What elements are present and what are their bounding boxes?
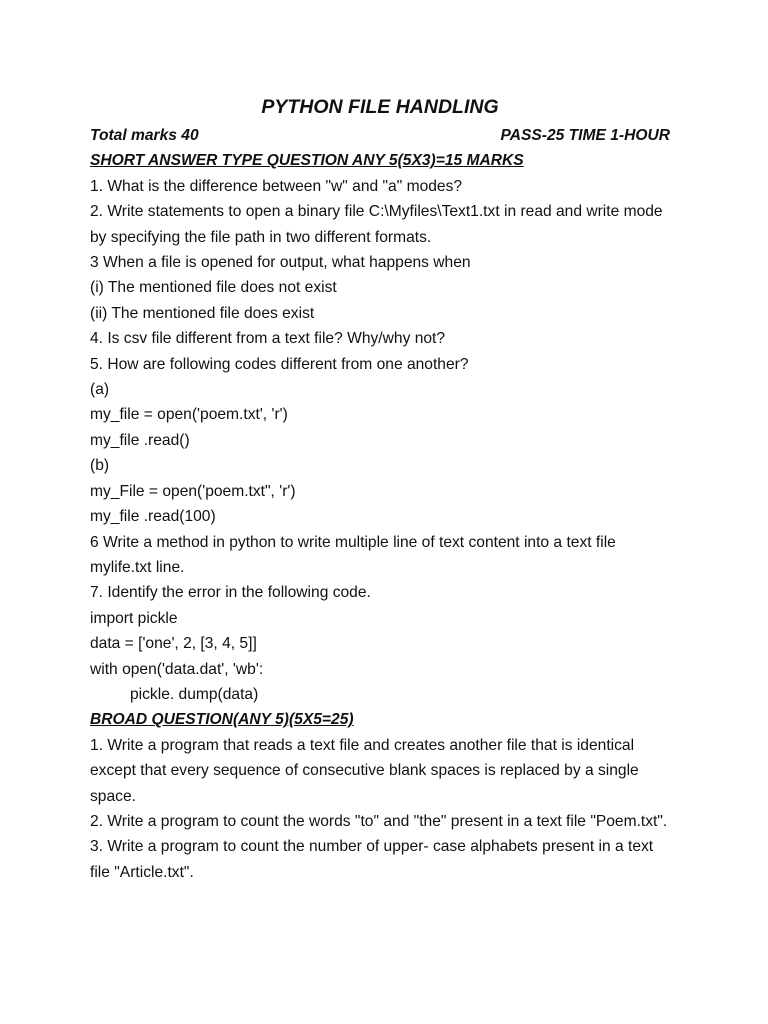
question-line: 1. Write a program that reads a text file and creates another file that is identical except that every sequence of consecutive blank spaces is replaced by a single space. [90, 736, 644, 805]
section-heading-short-answer: SHORT ANSWER TYPE QUESTION ANY 5(5X3)=15 MARKS [90, 152, 524, 170]
code-line: my_File = open('poem.txt", 'r') [90, 482, 296, 500]
question-line: 7. Identify the error in the following code. [90, 584, 371, 602]
question-line: (ii) The mentioned file does exist [90, 304, 315, 322]
code-line: my_file .read() [90, 431, 190, 449]
code-line: import pickle [90, 609, 178, 627]
section-heading-broad: BROAD QUESTION(ANY 5)(5X5=25) [90, 711, 354, 729]
document-page [90, 93, 670, 885]
code-line: data = ['one', 2, [3, 4, 5]] [90, 635, 257, 653]
code-line: my_file .read(100) [90, 508, 216, 526]
question-line: 5. How are following codes different from one another? [90, 355, 469, 373]
question-line: 2. Write statements to open a binary file C:\Myfiles\Text1.txt in read and write mode by specifying the file path in two different formats. [90, 203, 667, 246]
code-line: with open('data.dat', 'wb': [90, 660, 264, 678]
question-line: 3. Write a program to count the number of upper- case alphabets present in a text file "Article.txt". [90, 838, 658, 881]
total-marks: Total marks 40 [90, 127, 199, 144]
question-line: 1. What is the difference between "w" and "a" modes? [90, 177, 463, 195]
question-line: (a) [90, 381, 110, 399]
question-line: (b) [90, 457, 110, 475]
question-line: 3 When a file is opened for output, what happens when [90, 254, 471, 272]
code-line-indented: pickle. dump(data) [130, 685, 259, 703]
question-line: 2. Write a program to count the words "to" and "the" present in a text file "Poem.txt". [90, 812, 668, 830]
question-line: 6 Write a method in python to write multiple line of text content into a text file mylife.txt line. [90, 533, 621, 576]
code-line: my_file = open('poem.txt', 'r') [90, 406, 288, 424]
pass-time: PASS-25 TIME 1-HOUR [500, 127, 670, 144]
question-line: (i) The mentioned file does not exist [90, 279, 337, 297]
exam-meta [90, 123, 670, 148]
document-title: PYTHON FILE HANDLING [261, 96, 499, 118]
question-line: 4. Is csv file different from a text file? Why/why not? [90, 330, 446, 348]
